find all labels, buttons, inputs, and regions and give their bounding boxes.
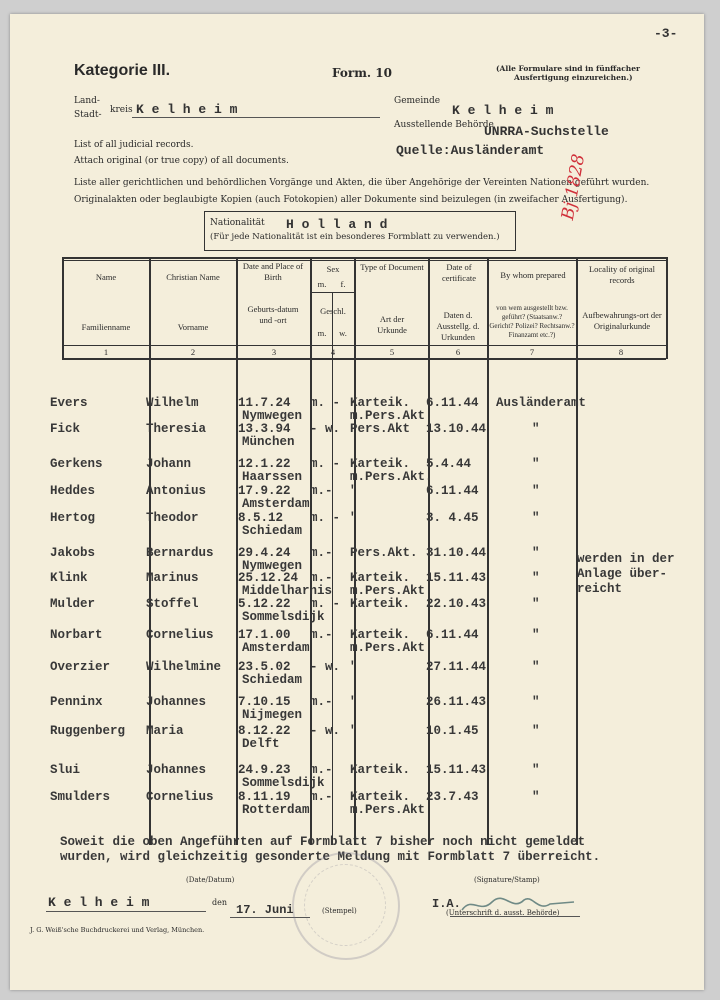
birth-date-cell: 5.12.22 bbox=[238, 597, 291, 611]
col-number-2: 2 bbox=[190, 347, 196, 357]
christian-name-cell: Maria bbox=[146, 724, 184, 738]
document-type-cell: Karteik. bbox=[350, 571, 411, 585]
name-cell: Mulder bbox=[50, 597, 96, 611]
stadt-label: Stadt- bbox=[74, 110, 102, 120]
col-number-4: 4 bbox=[330, 347, 336, 357]
prepared-by-cell: " bbox=[532, 724, 540, 738]
document-type-extra-cell: m.Pers.Akt. bbox=[350, 470, 433, 484]
birth-date-cell: 8.12.22 bbox=[238, 724, 291, 738]
col-header-document: Type of Document bbox=[360, 262, 424, 272]
signature-caption: (Signature/Stamp) bbox=[474, 876, 540, 884]
document-type-cell: Karteik. bbox=[350, 457, 411, 471]
prepared-by-cell: " bbox=[532, 571, 540, 585]
nationality-value: H o l l a n d bbox=[286, 217, 388, 232]
sex-cell: m. - bbox=[310, 597, 341, 611]
birth-date-cell: 12.1.22 bbox=[238, 457, 291, 471]
behoerde-label: Ausstellende Behörde bbox=[394, 120, 494, 130]
table-right-border bbox=[666, 257, 668, 359]
document-type-cell: Pers.Akt bbox=[350, 422, 411, 436]
name-cell: Heddes bbox=[50, 484, 96, 498]
place-underline bbox=[46, 911, 206, 912]
birth-date-cell: 13.3.94 bbox=[238, 422, 291, 436]
col-header-aufbewahrung: Aufbewahrungs-ort der Originalurkunde bbox=[582, 310, 662, 331]
christian-name-cell: Wilhelm bbox=[146, 396, 199, 410]
col-header-certificate: Date of certificate bbox=[442, 262, 476, 283]
ia-label: I.A. bbox=[432, 897, 461, 911]
birth-date-cell: 11.7.24 bbox=[238, 396, 291, 410]
col-header-prepared: By whom prepared bbox=[500, 270, 566, 280]
prepared-by-cell: " bbox=[532, 511, 540, 525]
certificate-date-cell: 6.11.44 bbox=[426, 484, 479, 498]
name-cell: Fick bbox=[50, 422, 81, 436]
certificate-date-cell: 22.10.43 bbox=[426, 597, 487, 611]
locality-note-line1: werden in der bbox=[577, 552, 675, 566]
red-pencil-mark: Bj 1828 bbox=[558, 152, 590, 222]
birth-place-cell: Sommelsdijk bbox=[242, 610, 325, 624]
christian-name-cell: Theresia bbox=[146, 422, 207, 436]
document-type-extra-cell: m.Pers.Akt bbox=[350, 803, 426, 817]
stamp-inner-ring bbox=[304, 864, 386, 946]
col-number-1: 1 bbox=[103, 347, 109, 357]
name-cell: Gerkens bbox=[50, 457, 103, 471]
document-type-cell: " bbox=[350, 695, 358, 709]
col-number-7: 7 bbox=[529, 347, 535, 357]
birth-place-cell: Delft bbox=[242, 737, 280, 751]
document-type-cell: " bbox=[350, 511, 358, 525]
col-number-5: 5 bbox=[389, 347, 395, 357]
sex-f-en: f. bbox=[340, 279, 346, 289]
birth-place-cell: Schiedam bbox=[242, 524, 303, 538]
birth-place-cell: Haarssen bbox=[242, 470, 303, 484]
birth-date-cell: 24.9.23 bbox=[238, 763, 291, 777]
christian-name-cell: Johannes bbox=[146, 763, 207, 777]
christian-name-cell: Johannes bbox=[146, 695, 207, 709]
certificate-date-cell: 15.11.43 bbox=[426, 571, 487, 585]
sex-cell: - w. bbox=[310, 422, 341, 436]
gemeinde-label: Gemeinde bbox=[394, 96, 441, 106]
nationality-label: Nationalität bbox=[210, 218, 265, 228]
certificate-date-cell: 3. 4.45 bbox=[426, 511, 479, 525]
prepared-by-cell: " bbox=[532, 790, 540, 804]
birth-date-cell: 29.4.24 bbox=[238, 546, 291, 560]
quelle-value: Quelle:Ausländeramt bbox=[396, 143, 545, 158]
sex-cell: - w. bbox=[310, 660, 341, 674]
name-cell: Smulders bbox=[50, 790, 111, 804]
christian-name-cell: Antonius bbox=[146, 484, 207, 498]
prepared-by-cell: " bbox=[532, 597, 540, 611]
col-header-name: Name bbox=[95, 272, 117, 282]
sex-m-de: m. bbox=[317, 328, 327, 338]
name-cell: Overzier bbox=[50, 660, 111, 674]
col-header-birth: Date and Place of Birth bbox=[242, 261, 304, 282]
locality-note-line2: Anlage über- bbox=[577, 567, 668, 581]
sex-cell: m.- bbox=[310, 763, 333, 777]
name-cell: Penninx bbox=[50, 695, 103, 709]
col-header-art: Art der Urkunde bbox=[377, 314, 407, 335]
birth-place-cell: Nijmegen bbox=[242, 708, 303, 722]
prepared-by-cell: " bbox=[532, 695, 540, 709]
name-cell: Slui bbox=[50, 763, 81, 777]
document-type-cell: " bbox=[350, 484, 358, 498]
sex-cell: - w. bbox=[310, 724, 341, 738]
name-cell: Norbart bbox=[50, 628, 103, 642]
birth-place-cell: München bbox=[242, 435, 295, 449]
copies-note-line1: (Alle Formulare sind in fünffacher bbox=[496, 64, 640, 73]
certificate-date-cell: 23.7.43 bbox=[426, 790, 479, 804]
birth-place-cell: Nymwegen bbox=[242, 559, 303, 573]
birth-place-cell: Schiedam bbox=[242, 673, 303, 687]
prepared-by-cell: Ausländeramt bbox=[496, 396, 587, 410]
certificate-date-cell: 26.11.43 bbox=[426, 695, 487, 709]
christian-name-cell: Marinus bbox=[146, 571, 199, 585]
land-label: Land- bbox=[74, 96, 100, 106]
document-type-cell: " bbox=[350, 724, 358, 738]
document-type-extra-cell: m.Pers.Akt bbox=[350, 409, 426, 423]
certificate-date-cell: 27.11.44 bbox=[426, 660, 487, 674]
prepared-by-cell: " bbox=[532, 484, 540, 498]
christian-name-cell: Cornelius bbox=[146, 628, 214, 642]
date-value: 17. Juni bbox=[236, 903, 294, 917]
col-number-6: 6 bbox=[455, 347, 461, 357]
document-type-extra-cell: m.Pers.Akt bbox=[350, 641, 426, 655]
nationality-note: (Für jede Nationalität ist ein besonderes Formblatt zu verwenden.) bbox=[210, 232, 500, 242]
birth-place-cell: Amsterdam bbox=[242, 641, 310, 655]
printer-imprint: J. G. Weiß'sche Buchdruckerei und Verlag, München. bbox=[30, 926, 205, 934]
behoerde-value: UNRRA-Suchstelle bbox=[484, 124, 609, 139]
birth-place-cell: Amsterdam bbox=[242, 497, 310, 511]
sex-cell: m. - bbox=[310, 457, 341, 471]
col-divider-7 bbox=[576, 257, 578, 845]
locality-note-line3: reicht bbox=[577, 582, 623, 596]
unterschrift-label: (Unterschrift d. ausst. Behörde) bbox=[446, 909, 560, 917]
col-number-3: 3 bbox=[271, 347, 277, 357]
col-header-familienname: Familienname bbox=[81, 322, 131, 332]
kreis-underline bbox=[132, 117, 380, 118]
certificate-date-cell: 15.11.43 bbox=[426, 763, 487, 777]
form-number: Form. 10 bbox=[332, 66, 392, 80]
birth-date-cell: 8.5.12 bbox=[238, 511, 284, 525]
birth-date-cell: 17.9.22 bbox=[238, 484, 291, 498]
certificate-date-cell: 5.4.44 bbox=[426, 457, 472, 471]
name-cell: Evers bbox=[50, 396, 88, 410]
prepared-by-cell: " bbox=[532, 422, 540, 436]
christian-name-cell: Johann bbox=[146, 457, 192, 471]
col-number-8: 8 bbox=[618, 347, 624, 357]
name-cell: Klink bbox=[50, 571, 88, 585]
remark-line-1: Soweit die oben Angeführten auf Formblatt 7 bisher noch nicht gemeldet bbox=[60, 835, 586, 849]
name-cell: Hertog bbox=[50, 511, 96, 525]
sex-cell: m. - bbox=[310, 511, 341, 525]
christian-name-cell: Wilhelmine bbox=[146, 660, 222, 674]
document-type-cell: " bbox=[350, 660, 358, 674]
col-header-geburtsdatum: Geburts-datum und -ort bbox=[247, 304, 299, 325]
page-number: -3- bbox=[654, 26, 678, 41]
prepared-by-cell: " bbox=[532, 660, 540, 674]
christian-name-cell: Stoffel bbox=[146, 597, 199, 611]
sex-header-line bbox=[310, 292, 354, 293]
english-line-1: List of all judicial records. bbox=[74, 140, 194, 150]
col-divider-6 bbox=[487, 257, 489, 845]
sex-w-de: w. bbox=[339, 328, 347, 338]
document-type-extra-cell: m.Pers.Akt bbox=[350, 584, 426, 598]
english-line-2: Attach original (or true copy) of all documents. bbox=[74, 156, 289, 166]
sex-cell: m.- bbox=[310, 484, 333, 498]
prepared-by-cell: " bbox=[532, 628, 540, 642]
birth-place-cell: Rotterdam bbox=[242, 803, 310, 817]
sex-cell: m.- bbox=[310, 628, 333, 642]
place-value: K e l h e i m bbox=[48, 895, 150, 910]
birth-date-cell: 23.5.02 bbox=[238, 660, 291, 674]
prepared-by-cell: " bbox=[532, 457, 540, 471]
birth-place-cell: Middelharnis bbox=[242, 584, 333, 598]
name-cell: Ruggenberg bbox=[50, 724, 126, 738]
birth-place-cell: Sommelsdijk bbox=[242, 776, 325, 790]
sex-m-en: m. bbox=[317, 279, 327, 289]
kreis-value: K e l h e i m bbox=[136, 102, 238, 117]
certificate-date-cell: 6.11.44 bbox=[426, 396, 479, 410]
col-header-vorname: Vorname bbox=[177, 322, 209, 332]
birth-date-cell: 7.10.15 bbox=[238, 695, 291, 709]
document-page bbox=[10, 14, 704, 990]
certificate-date-cell: 31.10.44 bbox=[426, 546, 487, 560]
sex-cell: m.- bbox=[310, 571, 333, 585]
christian-name-cell: Bernardus bbox=[146, 546, 214, 560]
german-line-1: Liste aller gerichtlichen und behördlichen Vorgänge und Akten, die über Angehörige der Vereinten Nationen geführt wurden. bbox=[74, 178, 650, 188]
stempel-label: (Stempel) bbox=[322, 907, 357, 915]
col-header-christian-name: Christian Name bbox=[166, 272, 220, 282]
document-type-cell: Karteik. bbox=[350, 597, 411, 611]
col-header-geschl: Geschl. bbox=[320, 306, 346, 316]
certificate-date-cell: 6.11.44 bbox=[426, 628, 479, 642]
official-stamp bbox=[292, 852, 400, 960]
christian-name-cell: Cornelius bbox=[146, 790, 214, 804]
name-cell: Jakobs bbox=[50, 546, 96, 560]
german-line-2: Originalakten oder beglaubigte Kopien (auch Fotokopien) aller Dokumente sind beizulegen (in zweifacher Ausfertigung). bbox=[74, 195, 628, 205]
date-caption: (Date/Datum) bbox=[186, 876, 235, 884]
birth-date-cell: 17.1.00 bbox=[238, 628, 291, 642]
prepared-by-cell: " bbox=[532, 546, 540, 560]
prepared-by-cell: " bbox=[532, 763, 540, 777]
copies-note-line2: Ausfertigung einzureichen.) bbox=[514, 73, 633, 82]
document-type-cell: Karteik. bbox=[350, 790, 411, 804]
remark-line-2: wurden, wird gleichzeitig gesonderte Meldung mit Formblatt 7 überreicht. bbox=[60, 850, 601, 864]
birth-place-cell: Nymwegen bbox=[242, 409, 303, 423]
christian-name-cell: Theodor bbox=[146, 511, 199, 525]
sex-cell: m.- bbox=[310, 790, 333, 804]
kreis-label: kreis bbox=[110, 105, 133, 115]
document-type-cell: Karteik. bbox=[350, 628, 411, 642]
certificate-date-cell: 13.10.44 bbox=[426, 422, 487, 436]
col-header-locality: Locality of original records bbox=[588, 264, 656, 285]
certificate-date-cell: 10.1.45 bbox=[426, 724, 479, 738]
sex-cell: m.- bbox=[310, 695, 333, 709]
col-header-sex: Sex bbox=[326, 264, 340, 274]
kategorie-label: Kategorie III. bbox=[74, 62, 171, 79]
sex-cell: m.- bbox=[310, 546, 333, 560]
col-header-von-wem: von wem ausgestellt bzw. geführt? (Staatsanw.? Gericht? Polizei? Rechtsanw.? Finanzamt etc.?) bbox=[489, 304, 575, 339]
sex-cell: m. - bbox=[310, 396, 341, 410]
birth-date-cell: 25.12.24 bbox=[238, 571, 299, 585]
gemeinde-value: K e l h e i m bbox=[452, 103, 554, 118]
den-label: den bbox=[212, 898, 228, 907]
document-type-cell: Karteik. bbox=[350, 396, 411, 410]
document-type-cell: Pers.Akt. bbox=[350, 546, 418, 560]
col-header-daten: Daten d. Ausstellg. d. Urkunden bbox=[436, 310, 480, 342]
birth-date-cell: 8.11.19 bbox=[238, 790, 291, 804]
document-type-cell: Karteik. bbox=[350, 763, 411, 777]
